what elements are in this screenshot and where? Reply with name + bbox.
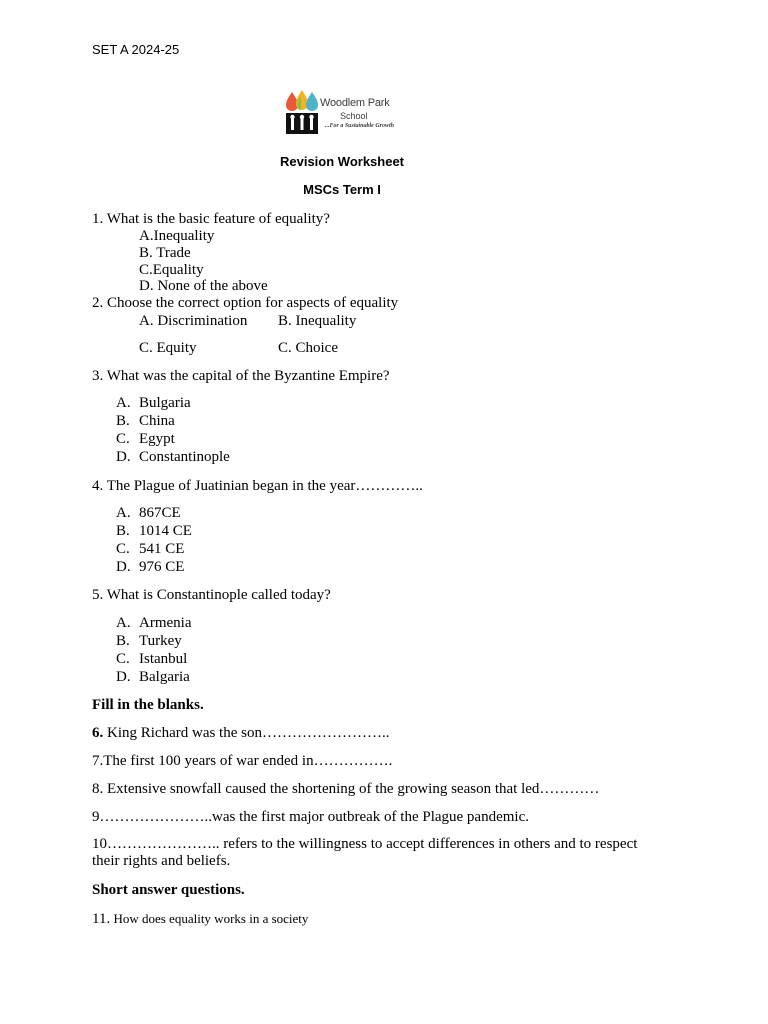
question-2: 2. Choose the correct option for aspects of equality — [92, 295, 399, 311]
question-3: 3. What was the capital of the Byzantine Empire? — [92, 368, 390, 384]
q4-option-d: 976 CE — [139, 559, 185, 575]
question-4: 4. The Plague of Juatinian began in the year………….. — [92, 478, 423, 494]
q3-letter-d: D. — [116, 449, 131, 465]
question-9: 9…………………..was the first major outbreak of the Plague pandemic. — [92, 809, 529, 825]
q1-option-d: D. None of the above — [139, 278, 268, 294]
school-logo — [284, 88, 404, 136]
question-7: 7.The first 100 years of war ended in……………. — [92, 753, 393, 769]
q2-option-b: B. Inequality — [278, 313, 357, 329]
logo-tagline: ...For a Sustainable Growth — [325, 123, 395, 129]
q5-letter-c: C. — [116, 651, 130, 667]
q1-option-b: B. Trade — [139, 245, 191, 261]
q2-option-c: C. Equity — [139, 340, 197, 356]
worksheet-title: Revision Worksheet — [279, 154, 405, 169]
q3-option-a: Bulgaria — [139, 395, 191, 411]
q5-letter-d: D. — [116, 669, 131, 685]
q2-option-a: A. Discrimination — [139, 313, 248, 329]
fill-blanks-heading: Fill in the blanks. — [92, 697, 204, 713]
q4-letter-c: C. — [116, 541, 130, 557]
q3-letter-a: A. — [116, 395, 131, 411]
q6-number: 6. — [92, 725, 104, 741]
q3-option-b: China — [139, 413, 175, 429]
q3-letter-b: B. — [116, 413, 130, 429]
q5-option-c: Istanbul — [139, 651, 188, 667]
q11-text: How does equality works in a society — [110, 911, 309, 926]
q5-option-d: Balgaria — [139, 669, 190, 685]
q4-option-a: 867CE — [139, 505, 181, 521]
q3-option-c: Egypt — [139, 431, 175, 447]
q4-letter-b: B. — [116, 523, 130, 539]
question-10: 10………………….. refers to the willingness to accept differences in others and to respect their rights and beliefs. — [92, 836, 638, 869]
q6-text: King Richard was the son…………………….. — [103, 725, 390, 741]
set-label: SET A 2024-25 — [92, 42, 180, 57]
q2-option-d: C. Choice — [278, 340, 338, 356]
q5-letter-b: B. — [116, 633, 130, 649]
q5-option-b: Turkey — [139, 633, 182, 649]
question-5: 5. What is Constantinople called today? — [92, 587, 331, 603]
question-8: 8. Extensive snowfall caused the shortening of the growing season that led………… — [92, 781, 600, 797]
q4-option-b: 1014 CE — [139, 523, 192, 539]
q4-letter-a: A. — [116, 505, 131, 521]
short-answer-heading: Short answer questions. — [92, 882, 245, 898]
question-6 — [92, 725, 389, 742]
q1-option-a: A.Inequality — [139, 228, 215, 244]
logo-school-name: Woodlem Park — [320, 97, 390, 109]
q1-option-c: C.Equality — [139, 262, 204, 278]
q4-option-c: 541 CE — [139, 541, 185, 557]
q5-letter-a: A. — [116, 615, 131, 631]
question-11 — [92, 910, 308, 928]
q4-letter-d: D. — [116, 559, 131, 575]
q3-letter-c: C. — [116, 431, 130, 447]
question-1: 1. What is the basic feature of equality? — [92, 211, 330, 227]
logo-school-word: School — [340, 111, 368, 121]
worksheet-subtitle: MSCs Term I — [303, 182, 381, 197]
q3-option-d: Constantinople — [139, 449, 230, 465]
logo-drops-icon — [284, 88, 320, 136]
q5-option-a: Armenia — [139, 615, 192, 631]
q11-number: 11. — [92, 911, 111, 927]
